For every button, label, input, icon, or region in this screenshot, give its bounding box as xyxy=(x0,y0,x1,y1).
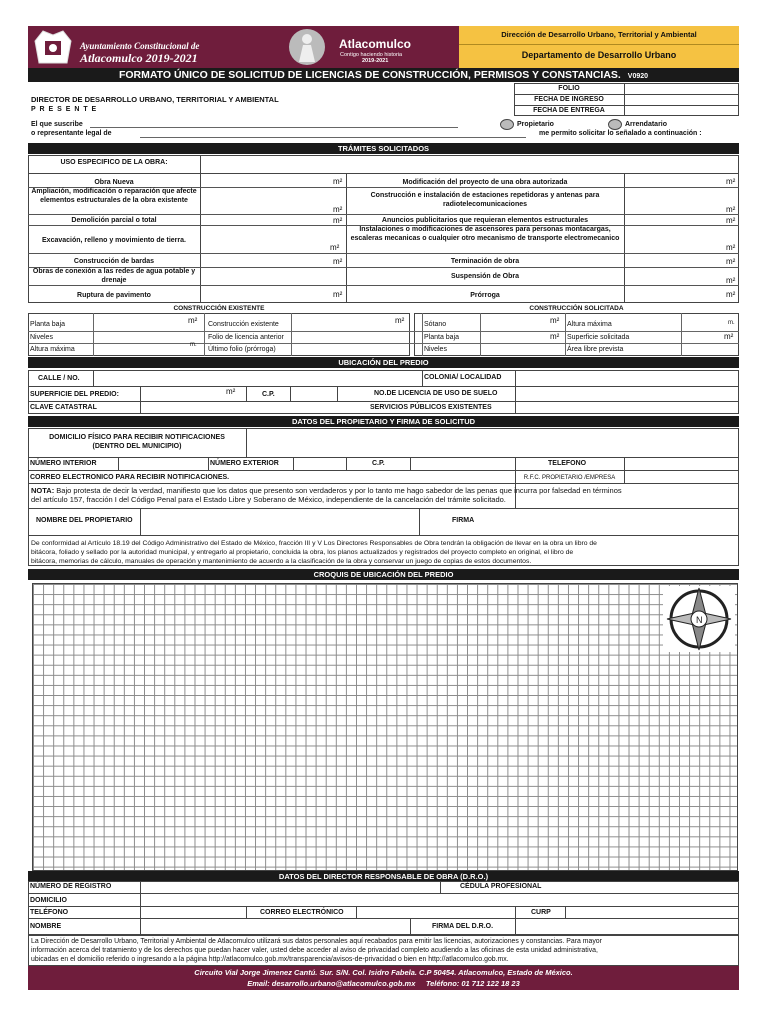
statue-logo xyxy=(283,26,331,68)
privacy-line1: La Dirección de Desarrollo Urbano, Territorial y Ambiental de Atlacomulco utilizará sus datos personales aquí recabados para emitir las licencias, autorizaciones y constancias. Para mayor xyxy=(31,938,602,945)
dro-vline xyxy=(246,906,247,918)
unit-m2: m² xyxy=(333,177,343,186)
dro-vline xyxy=(440,881,441,893)
croquis-header: CROQUIS DE UBICACIÓN DEL PREDIO xyxy=(28,569,739,580)
unit-m2: m² xyxy=(726,276,736,285)
dro-nombre-input[interactable] xyxy=(142,919,409,934)
arrendatario-label: Arrendatario xyxy=(625,121,668,128)
north-letter: N xyxy=(696,615,703,625)
numero-exterior-label: NÚMERO EXTERIOR xyxy=(210,460,279,467)
ub-line xyxy=(28,386,739,387)
superficie-label: SUPERFICIE DEL PREDIO: xyxy=(30,391,119,398)
uso-input[interactable] xyxy=(202,156,737,172)
const-vline xyxy=(422,313,423,356)
unit-m2: m² xyxy=(726,205,736,214)
niveles-label: Niveles xyxy=(30,334,53,341)
const-vline xyxy=(681,313,682,356)
propietario-label: Propietario xyxy=(517,121,554,128)
dro-firma-label: FIRMA DEL D.R.O. xyxy=(432,923,494,930)
tramite-ampliacion: Ampliación, modificación o reparación que afecte elementos estructurales de la obra existente xyxy=(31,188,197,204)
title-bar xyxy=(28,68,739,82)
crest-logo xyxy=(31,27,75,67)
prop-line xyxy=(28,483,739,484)
dro-vline xyxy=(565,906,566,918)
permite-text: me permito solicitar lo señalado a continuación : xyxy=(539,130,702,137)
cp-prop-label: C.P. xyxy=(372,460,385,467)
prop-vline xyxy=(208,457,209,470)
addressee-line1: DIRECTOR DE DESARROLLO URBANO, TERRITORIAL Y AMBIENTAL xyxy=(31,95,279,104)
ub-vline xyxy=(515,370,516,414)
dro-vline xyxy=(515,906,516,918)
suscribe-input[interactable] xyxy=(90,127,458,128)
propietario-header: DATOS DEL PROPIETARIO Y FIRMA DE SOLICITUD xyxy=(28,416,739,427)
const-vline xyxy=(204,313,205,356)
unit-m2: m² xyxy=(188,316,198,325)
dro-cedula-label: CÉDULA PROFESIONAL xyxy=(460,883,542,890)
fecha-ingreso-label: FECHA DE INGRESO xyxy=(534,96,604,103)
prop-vline xyxy=(118,457,119,470)
addressee-line2: P R E S E N T E xyxy=(31,106,98,113)
footer-address: Circuito Vial Jorge Jimenez Cantú. Sur. S/N. Col. Isidro Fabela. C.P 50454. Atlacomulco, Estado de México. xyxy=(194,968,573,977)
ub-vline xyxy=(246,386,247,401)
dro-telefono-label: TELÉFONO xyxy=(30,909,69,916)
dro-curp-label: CURP xyxy=(531,909,551,916)
ub-vline xyxy=(337,386,338,401)
domicilio-label1: DOMICILIO FÍSICO PARA RECIBIR NOTIFICACIONES xyxy=(49,434,225,441)
prop-vline xyxy=(624,457,625,470)
prop-vline xyxy=(624,470,625,483)
planta-baja-label: Planta baja xyxy=(30,321,66,328)
colonia-input[interactable] xyxy=(517,371,737,385)
conformidad-line2: bitácora, foliado y sellado por la autoridad municipal, y entregarlo al propietario, concluida la obra, los planos actualizados y registrados del proyecto completo en original, el libro de xyxy=(31,549,574,556)
fecha-entrega-label: FECHA DE ENTREGA xyxy=(533,107,605,114)
unit-m2: m² xyxy=(226,387,236,396)
dro-vline xyxy=(515,918,516,935)
ultimo-folio-label: Último folio (prórroga) xyxy=(208,346,276,353)
tramite-obra-nueva: Obra Nueva xyxy=(94,179,134,186)
dro-correo-label: CORREO ELECTRÓNICO xyxy=(260,909,344,916)
unit-m2: m² xyxy=(333,216,343,225)
privacy-line3: ubicadas en el domicilio referido o ingresando a la página http://atlacomulco.gob.mx/transparencia/avisos-de-privacidad o bien en http://atlacomulco.gob.mx. xyxy=(31,956,509,963)
clave-catastral-input[interactable] xyxy=(142,402,362,413)
prop-line xyxy=(28,535,739,536)
unit-m2: m² xyxy=(395,316,405,325)
tramite-excavacion: Excavación, relleno y movimiento de tierra. xyxy=(42,237,186,244)
tramite-ruptura: Ruptura de pavimento xyxy=(77,292,151,299)
dro-firma-input[interactable] xyxy=(517,919,737,934)
org-line1: Ayuntamiento Constitucional de xyxy=(80,41,200,51)
folio-input[interactable] xyxy=(625,84,738,94)
representante-label: o representante legal de xyxy=(31,130,112,137)
unit-m2: m² xyxy=(550,316,560,325)
unit-m2: m² xyxy=(726,216,736,225)
nombre-propietario-label: NOMBRE DEL PROPIETARIO xyxy=(36,517,133,524)
footer-contact: Email: desarrollo.urbano@atlacomulco.gob.mx Teléfono: 01 712 122 18 23 xyxy=(247,979,520,988)
dro-vline xyxy=(356,906,357,918)
servicios-label: SERVICIOS PÚBLICOS EXISTENTES xyxy=(370,404,492,411)
privacy-line2: información acerca del tratamiento y de los derechos que puedan hacer valer, usted debe acceder al aviso de privacidad completo acudiendo a las oficinas de esta unidad administrativa, xyxy=(31,947,598,954)
superficie-solicitada-label: Superficie solicitada xyxy=(567,334,630,341)
tramite-antenas: Construcción e instalación de estaciones repetidoras y antenas para radiotelecomunicaciones xyxy=(370,192,600,208)
planta-baja-sol-label: Planta baja xyxy=(424,334,460,341)
unit-m2: m² xyxy=(726,257,736,266)
ubicacion-header: UBICACIÓN DEL PREDIO xyxy=(28,357,739,368)
fecha-ingreso-input[interactable] xyxy=(625,95,738,105)
page-title: FORMATO ÚNICO DE SOLICITUD DE LICENCIAS DE CONSTRUCCIÓN, PERMISOS Y CONSTANCIAS. xyxy=(118,69,621,81)
correo-prop-label: CORREO ELECTRONICO PARA RECIBIR NOTIFICACIONES. xyxy=(30,474,230,481)
const-vline xyxy=(93,313,94,356)
dro-domicilio-label: DOMICILIO xyxy=(30,897,67,904)
nota-label: NOTA: xyxy=(31,486,55,495)
calle-label: CALLE / NO. xyxy=(38,375,80,382)
construccion-existente-header: CONSTRUCCIÓN EXISTENTE xyxy=(173,305,265,312)
fecha-entrega-input[interactable] xyxy=(625,106,738,116)
prop-vline xyxy=(293,457,294,470)
tramite-terminacion: Terminación de obra xyxy=(450,258,520,265)
org-line2: Atlacomulco 2019-2021 xyxy=(80,51,198,65)
prop-vline xyxy=(140,508,141,535)
prop-line xyxy=(28,470,739,471)
conformidad-line1: De conformidad al Artículo 18.19 del Código Administrativo del Estado de México, fracción III y V Los Directores Responsables de Obra tendrán la obligación de llevar en la obra un libro de xyxy=(31,540,597,547)
unit-m2: m² xyxy=(333,290,343,299)
unit-m: m. xyxy=(728,320,735,326)
dro-domicilio-input[interactable] xyxy=(142,894,737,905)
construccion-existente-label: Construcción existente xyxy=(208,321,279,328)
ub-vline xyxy=(290,386,291,401)
ub-vline xyxy=(422,370,423,386)
nota-line1: Bajo protesta de decir la verdad, manifiesto que los datos que presento son verdaderos y por lo tanto me hago sabedor de las penas que incurra por falsedad en términos xyxy=(56,486,622,495)
unit-m2: m² xyxy=(726,243,736,252)
firma-propietario-label: FIRMA xyxy=(452,517,475,524)
unit-m2: m² xyxy=(724,332,734,341)
prop-vline xyxy=(346,457,347,470)
dro-registro-input[interactable] xyxy=(142,882,439,892)
unit-m2: m² xyxy=(726,177,736,186)
dro-vline xyxy=(140,881,141,935)
altura-maxima-label: Altura máxima xyxy=(30,346,75,353)
const-vline xyxy=(565,313,566,356)
unit-m: m. xyxy=(190,342,197,348)
tramite-prorroga: Prórroga xyxy=(470,292,500,299)
tramite-demolicion: Demolición parcial o total xyxy=(71,217,157,224)
dept-divider xyxy=(459,44,739,45)
folio-label: FOLIO xyxy=(558,85,580,92)
ub-vline xyxy=(140,386,141,414)
clave-catastral-label: CLAVE CATASTRAL xyxy=(30,404,97,411)
brand-years: 2019-2021 xyxy=(362,58,389,64)
ub-line xyxy=(28,401,739,402)
tramites-header: TRÁMITES SOLICITADOS xyxy=(28,143,739,154)
tramite-conexion: Obras de conexión a las redes de agua potable y drenaje xyxy=(32,268,196,284)
uso-divider xyxy=(200,155,201,173)
sotano-label: Sótano xyxy=(424,321,447,328)
nota-text1 xyxy=(31,486,622,495)
area-libre-label: Área libre prevista xyxy=(567,346,624,353)
tramite-bardas: Construcción de bardas xyxy=(73,258,155,265)
arrendatario-radio[interactable] xyxy=(608,119,622,130)
suscribe-label: El que suscribe xyxy=(31,121,83,128)
dept-top: Dirección de Desarrollo Urbano, Territorial y Ambiental xyxy=(501,30,697,39)
tramite-anuncios: Anuncios publicitarios que requieran elementos estructurales xyxy=(381,217,589,224)
prop-vline xyxy=(419,508,420,535)
prop-line xyxy=(28,457,739,458)
construccion-solicitada-header: CONSTRUCCIÓN SOLICITADA xyxy=(529,305,624,312)
propietario-radio[interactable] xyxy=(500,119,514,130)
brand-tagline: Contigo haciendo historia xyxy=(340,52,403,58)
numero-interior-label: NÚMERO INTERIOR xyxy=(30,460,97,467)
version-code: V0920 xyxy=(627,73,649,80)
altura-maxima-sol-label: Altura máxima xyxy=(567,321,612,328)
tramite-suspension: Suspensión de Obra xyxy=(450,273,520,280)
cp-label: C.P. xyxy=(262,391,275,398)
telefono-prop-label: TELEFONO xyxy=(548,460,587,467)
dro-registro-label: NÚMERO DE REGISTRO xyxy=(30,883,112,890)
nota-line2: del artículo 157, fracción I del Código Penal para el Estado Libre y Soberano de México, independiente de la cancelación del trámite solicitado. xyxy=(31,495,506,504)
unit-m2: m² xyxy=(726,290,736,299)
ub-vline xyxy=(93,370,94,386)
domicilio-label2: (DENTRO DEL MUNICIPIO) xyxy=(92,443,182,450)
domicilio-input[interactable] xyxy=(248,429,737,456)
dro-line xyxy=(28,906,739,907)
representante-input[interactable] xyxy=(140,137,526,138)
unit-m2: m² xyxy=(333,257,343,266)
firma-propietario-input[interactable] xyxy=(517,509,737,534)
colonia-label: COLONIA/ LOCALIDAD xyxy=(424,374,502,381)
prop-vline xyxy=(515,457,516,508)
prop-vline xyxy=(410,457,411,470)
folio-anterior-label: Folio de licencia anterior xyxy=(208,334,284,341)
north-compass xyxy=(663,586,735,652)
uso-label: USO ESPECIFICO DE LA OBRA: xyxy=(60,159,168,166)
brand-name: Atlacomulco xyxy=(339,37,412,51)
dro-vline xyxy=(410,918,411,935)
unit-m2: m² xyxy=(333,205,343,214)
rfc-label: R.F.C. PROPIETARIO /EMPRESA xyxy=(523,475,616,481)
const-line xyxy=(28,343,739,344)
niveles-sol-label: Niveles xyxy=(424,346,447,353)
unit-m2: m² xyxy=(550,332,560,341)
calle-input[interactable] xyxy=(95,371,421,385)
const-vline xyxy=(480,313,481,356)
nombre-propietario-input[interactable] xyxy=(142,509,418,534)
const-vline xyxy=(291,313,292,356)
prop-vline xyxy=(246,428,247,457)
dept-bottom: Departamento de Desarrollo Urbano xyxy=(521,50,677,60)
dro-header: DATOS DEL DIRECTOR RESPONSABLE DE OBRA (D.R.O.) xyxy=(28,871,739,882)
croquis-grid[interactable] xyxy=(32,583,738,871)
dro-nombre-label: NOMBRE xyxy=(30,923,62,930)
tramite-modificacion: Modificación del proyecto de una obra autorizada xyxy=(402,179,568,186)
const-line xyxy=(28,331,739,332)
conformidad-line3: bitácora, memorias de cálculo, manuales de operación y mantenimiento de acuerdo a la clasificación de la obra y conservar un juego de copias de estos documentos. xyxy=(31,558,532,565)
tramite-ascensores: Instalaciones o modificaciones de ascensores para personas montacargas, escaleras mecanicas o cualquier otro mecanismo de transporte electromecanico xyxy=(350,226,620,242)
licencia-label: NO.DE LICENCIA DE USO DE SUELO xyxy=(374,390,498,397)
unit-m2: m² xyxy=(330,243,340,252)
